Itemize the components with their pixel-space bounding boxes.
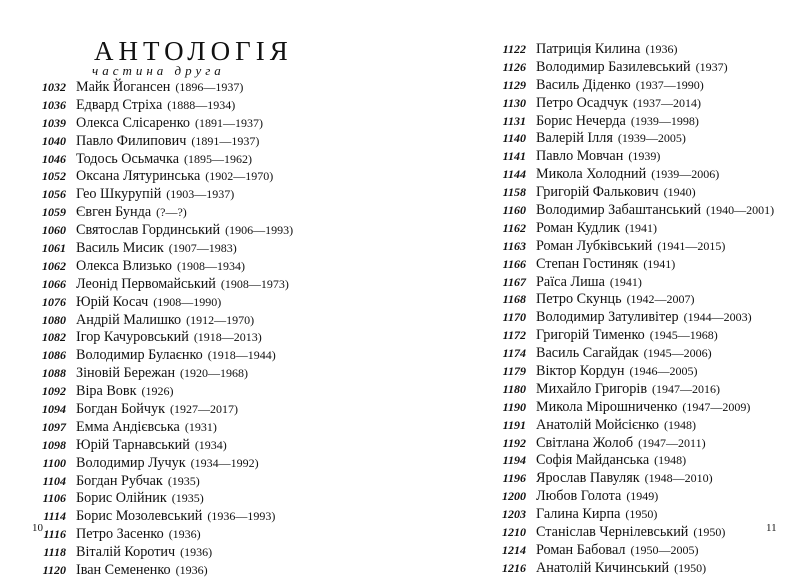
entry-page-number: 1082 [42, 330, 66, 345]
entry-author-years: (?—?) [156, 205, 187, 220]
entry-author-years: (1937) [695, 59, 728, 74]
contents-entry [490, 470, 774, 488]
entry-author-name: Павло Филипович [76, 132, 187, 149]
entry-author-name: Павло Мовчан [536, 148, 624, 165]
entry-page-number: 1106 [42, 491, 66, 506]
entry-author-name: Ярослав Павуляк [536, 470, 640, 487]
entry-author-years: (1907—1983) [168, 241, 237, 256]
entry-page-number: 1066 [42, 276, 66, 291]
entry-author-years: (1948—2010) [644, 471, 713, 486]
entry-page-number: 1061 [42, 241, 66, 256]
entry-page-number: 1170 [502, 310, 526, 325]
entry-author-name: Андрій Малишко [76, 311, 182, 328]
entry-page-number: 1059 [42, 205, 66, 220]
entry-page-number: 1130 [502, 95, 526, 110]
entry-author-years: (1920—1968) [180, 366, 249, 381]
entry-page-number: 1162 [502, 220, 526, 235]
entry-author-name: Василь Мисик [76, 240, 164, 257]
entry-author-years: (1903—1937) [166, 187, 235, 202]
entry-author-years: (1934—1992) [190, 455, 259, 470]
entry-author-years: (1895—1962) [184, 151, 252, 166]
contents-entry [490, 417, 774, 435]
entry-author-name: Майк Йогансен [76, 79, 171, 95]
entry-page-number: 1174 [502, 346, 526, 361]
entry-page-number: 1046 [42, 151, 66, 166]
contents-entry [490, 41, 774, 59]
entry-author-years: (1931) [184, 419, 217, 434]
contents-entry [30, 204, 293, 222]
entry-author-years: (1896—1937) [175, 80, 244, 94]
entry-page-number: 1118 [43, 545, 66, 560]
entry-author-name: Станіслав Чернілевський [536, 524, 689, 541]
entry-page-number: 1052 [42, 169, 66, 184]
entry-page-number: 1062 [42, 258, 66, 273]
contents-entry [490, 202, 774, 220]
entry-page-number: 1158 [502, 185, 526, 200]
contents-entry [30, 490, 293, 508]
contents-entry [490, 220, 774, 238]
entry-author-years: (1947—2009) [682, 399, 751, 414]
contents-entry [30, 455, 293, 473]
entry-author-years: (1942—2007) [626, 292, 695, 307]
entry-author-name: Анатолій Мойсієнко [536, 416, 659, 433]
entry-author-years: (1937—1990) [635, 77, 704, 92]
entry-author-name: Леонід Первомайський [76, 275, 216, 292]
contents-list-right [490, 41, 774, 578]
entry-author-name: Іван Семененко [76, 562, 171, 579]
entry-author-name: Володимир Затуливітер [536, 309, 679, 326]
entry-page-number: 1190 [502, 399, 526, 414]
entry-author-name: Богдан Рубчак [76, 472, 163, 489]
contents-entry [490, 59, 774, 77]
entry-author-years: (1949) [626, 489, 659, 504]
entry-author-years: (1906—1993) [225, 223, 294, 238]
entry-author-name: Володимир Забаштанський [536, 202, 702, 219]
contents-entry [30, 526, 293, 544]
entry-author-years: (1947—2011) [638, 435, 706, 450]
entry-author-name: Василь Діденко [536, 76, 631, 93]
entry-page-number: 1032 [42, 80, 66, 94]
entry-author-name: Богдан Бойчук [76, 401, 165, 418]
entry-author-years: (1950) [674, 560, 707, 575]
contents-entry [30, 508, 293, 526]
entry-author-name: Едвард Стріха [76, 96, 163, 113]
entry-page-number: 1080 [42, 312, 66, 327]
entry-author-years: (1940) [663, 185, 696, 200]
contents-entry [490, 238, 774, 256]
entry-author-name: Володимир Булаєнко [76, 347, 203, 364]
contents-entry [30, 222, 293, 240]
entry-author-years: (1908—1973) [220, 276, 289, 291]
entry-page-number: 1129 [502, 77, 526, 92]
entry-author-name: Роман Лубківський [536, 237, 653, 254]
entry-page-number: 1191 [502, 417, 526, 432]
entry-page-number: 1140 [502, 131, 526, 146]
entry-author-name: Тодось Осьмачка [76, 150, 179, 167]
entry-page-number: 1097 [42, 419, 66, 434]
entry-author-name: Борис Нечерда [536, 112, 626, 129]
contents-entry [490, 363, 774, 381]
entry-author-years: (1939—1998) [630, 113, 699, 128]
entry-page-number: 1216 [502, 560, 526, 575]
entry-author-name: Віра Вовк [76, 383, 137, 400]
entry-author-years: (1902—1970) [205, 169, 274, 184]
entry-author-years: (1946—2005) [629, 364, 698, 379]
contents-entry [30, 329, 293, 347]
entry-page-number: 1094 [42, 402, 66, 417]
entry-page-number: 1192 [502, 435, 526, 450]
entry-author-years: (1908—1934) [176, 258, 245, 273]
contents-entry [30, 240, 293, 258]
contents-entry [30, 258, 293, 276]
contents-entry [490, 381, 774, 399]
contents-entry [490, 113, 774, 131]
contents-entry [30, 401, 293, 419]
entry-page-number: 1036 [42, 97, 66, 112]
entry-author-name: Віталій Коротич [76, 544, 176, 561]
contents-entry [30, 365, 293, 383]
entry-page-number: 1179 [502, 364, 526, 379]
entry-page-number: 1141 [502, 149, 526, 164]
entry-author-name: Валерій Ілля [536, 130, 613, 147]
entry-author-name: Петро Осадчук [536, 94, 629, 111]
entry-author-years: (1948) [663, 417, 696, 432]
contents-entry [30, 473, 293, 491]
entry-author-name: Галина Кирпа [536, 506, 621, 523]
entry-author-years: (1950) [693, 525, 726, 540]
entry-author-years: (1936) [645, 42, 678, 56]
contents-entry [490, 399, 774, 417]
entry-author-name: Роман Бабовал [536, 541, 626, 558]
entry-author-years: (1935) [167, 473, 200, 488]
entry-author-name: Юрій Косач [76, 293, 149, 310]
entry-page-number: 1120 [42, 563, 66, 578]
contents-entry [490, 506, 774, 524]
entry-author-years: (1941) [625, 220, 658, 235]
contents-entry [30, 168, 293, 186]
entry-author-name: Микола Холодний [536, 166, 647, 183]
contents-list-left [30, 79, 293, 580]
contents-entry [30, 437, 293, 455]
entry-author-years: (1888—1934) [167, 97, 236, 112]
contents-entry [30, 79, 293, 97]
contents-entry [490, 560, 774, 578]
entry-author-years: (1937—2014) [633, 95, 702, 110]
contents-entry [490, 274, 774, 292]
entry-author-years: (1934) [194, 437, 227, 452]
right-page [400, 0, 800, 576]
entry-author-years: (1941) [643, 256, 676, 271]
entry-author-years: (1939) [628, 149, 661, 164]
entry-author-years: (1945—1968) [649, 328, 718, 343]
entry-page-number: 1104 [42, 473, 66, 488]
entry-author-name: Григорій Фалькович [536, 184, 659, 201]
entry-author-name: Віктор Кордун [536, 363, 625, 380]
entry-page-number: 1167 [502, 274, 526, 289]
contents-entry [30, 383, 293, 401]
entry-page-number: 1039 [42, 115, 66, 130]
entry-author-name: Борис Мозолевський [76, 508, 203, 525]
entry-author-years: (1948) [654, 453, 687, 468]
contents-entry [30, 276, 293, 294]
contents-entry [30, 562, 293, 580]
entry-author-name: Зіновій Бережан [76, 365, 176, 382]
entry-page-number: 1172 [502, 328, 526, 343]
entry-author-name: Степан Гостиняк [536, 255, 639, 272]
entry-author-name: Ігор Качуровський [76, 329, 189, 346]
entry-author-years: (1944—2003) [683, 310, 752, 325]
entry-page-number: 1210 [502, 525, 526, 540]
entry-page-number: 1098 [42, 437, 66, 452]
entry-author-years: (1936—1993) [207, 509, 276, 524]
entry-author-name: Володимир Лучук [76, 454, 186, 471]
entry-page-number: 1180 [502, 381, 526, 396]
entry-page-number: 1196 [502, 471, 526, 486]
entry-author-years: (1940—2001) [706, 203, 775, 218]
entry-page-number: 1116 [43, 527, 66, 542]
entry-author-name: Патриція Килина [536, 41, 641, 57]
entry-author-name: Софія Майданська [536, 452, 650, 469]
entry-author-years: (1918—1944) [207, 348, 276, 363]
contents-entry [30, 312, 293, 330]
entry-page-number: 1194 [502, 453, 526, 468]
contents-entry [30, 115, 293, 133]
entry-page-number: 1214 [502, 542, 526, 557]
entry-author-years: (1939—2006) [651, 167, 720, 182]
entry-author-years: (1941—2015) [657, 238, 726, 253]
entry-author-name: Любов Голота [536, 488, 622, 505]
entry-page-number: 1126 [502, 59, 526, 74]
entry-author-years: (1935) [171, 491, 204, 506]
entry-page-number: 1203 [502, 507, 526, 522]
entry-author-years: (1891—1937) [194, 115, 263, 130]
entry-author-name: Євген Бунда [76, 204, 152, 221]
entry-page-number: 1060 [42, 223, 66, 238]
contents-entry [30, 97, 293, 115]
entry-author-name: Роман Кудлик [536, 219, 621, 236]
entry-page-number: 1160 [502, 203, 526, 218]
contents-entry [30, 419, 293, 437]
contents-entry [490, 148, 774, 166]
entry-author-years: (1918—2013) [193, 330, 262, 345]
contents-entry [490, 327, 774, 345]
entry-author-name: Раїса Лиша [536, 273, 605, 290]
entry-author-name: Борис Олійник [76, 490, 167, 507]
entry-author-years: (1936) [168, 527, 201, 542]
entry-author-years: (1945—2006) [643, 346, 712, 361]
entry-page-number: 1144 [502, 167, 526, 182]
entry-author-name: Григорій Тименко [536, 327, 645, 344]
entry-author-name: Гео Шкурупій [76, 186, 162, 203]
contents-entry [490, 488, 774, 506]
page-subtitle: частина друга [92, 63, 225, 78]
contents-entry [490, 524, 774, 542]
entry-author-name: Юрій Тарнавський [76, 436, 190, 453]
contents-entry [30, 151, 293, 169]
contents-entry [490, 166, 774, 184]
entry-author-name: Михайло Григорів [536, 380, 648, 397]
contents-entry [490, 130, 774, 148]
entry-author-name: Петро Засенко [76, 526, 164, 543]
contents-entry [30, 347, 293, 365]
contents-entry [490, 452, 774, 470]
entry-author-name: Оксана Лятуринська [76, 168, 201, 185]
entry-page-number: 1166 [502, 256, 526, 271]
entry-author-years: (1926) [141, 384, 174, 399]
page-number-right: 11 [766, 522, 777, 534]
entry-page-number: 1100 [42, 455, 66, 470]
entry-author-years: (1950) [625, 507, 658, 522]
entry-author-name: Олекса Влизько [76, 257, 172, 274]
page-title: АНТОЛОГІЯ [94, 36, 293, 66]
entry-author-name: Василь Сагайдак [536, 345, 639, 362]
entry-author-years: (1941) [609, 274, 642, 289]
contents-entry [490, 77, 774, 95]
entry-page-number: 1086 [42, 348, 66, 363]
entry-page-number: 1122 [502, 42, 526, 56]
entry-author-years: (1927—2017) [169, 402, 238, 417]
entry-page-number: 1040 [42, 133, 66, 148]
entry-author-name: Емма Андієвська [76, 418, 180, 435]
entry-page-number: 1131 [502, 113, 526, 128]
contents-entry [490, 291, 774, 309]
entry-page-number: 1114 [43, 509, 66, 524]
contents-entry [30, 186, 293, 204]
entry-author-years: (1908—1990) [153, 294, 222, 309]
contents-entry [490, 435, 774, 453]
entry-author-years: (1891—1937) [191, 133, 260, 148]
contents-entry [30, 133, 293, 151]
entry-author-years: (1947—2016) [652, 381, 721, 396]
entry-page-number: 1092 [42, 384, 66, 399]
contents-entry [490, 184, 774, 202]
contents-entry [490, 95, 774, 113]
contents-entry [490, 345, 774, 363]
entry-page-number: 1168 [502, 292, 526, 307]
entry-page-number: 1088 [42, 366, 66, 381]
entry-author-years: (1912—1970) [186, 312, 255, 327]
entry-author-name: Світлана Жолоб [536, 434, 634, 451]
entry-page-number: 1163 [502, 238, 526, 253]
entry-page-number: 1076 [42, 294, 66, 309]
entry-author-name: Анатолій Кичинський [536, 559, 670, 576]
contents-entry [30, 294, 293, 312]
contents-entry [490, 542, 774, 560]
entry-author-name: Петро Скунць [536, 291, 622, 308]
entry-author-name: Олекса Слісаренко [76, 114, 190, 131]
entry-author-name: Володимир Базилевський [536, 58, 691, 75]
entry-author-name: Святослав Гординський [76, 222, 221, 239]
page-number-left: 10 [32, 522, 43, 534]
contents-entry [30, 544, 293, 562]
entry-author-name: Микола Мірошниченко [536, 398, 678, 415]
entry-author-years: (1939—2005) [617, 131, 686, 146]
entry-page-number: 1200 [502, 489, 526, 504]
entry-author-years: (1950—2005) [630, 542, 699, 557]
entry-page-number: 1056 [42, 187, 66, 202]
entry-author-years: (1936) [180, 545, 213, 560]
left-page [0, 0, 400, 579]
contents-entry [490, 256, 774, 274]
contents-entry [490, 309, 774, 327]
entry-author-years: (1936) [175, 563, 208, 578]
